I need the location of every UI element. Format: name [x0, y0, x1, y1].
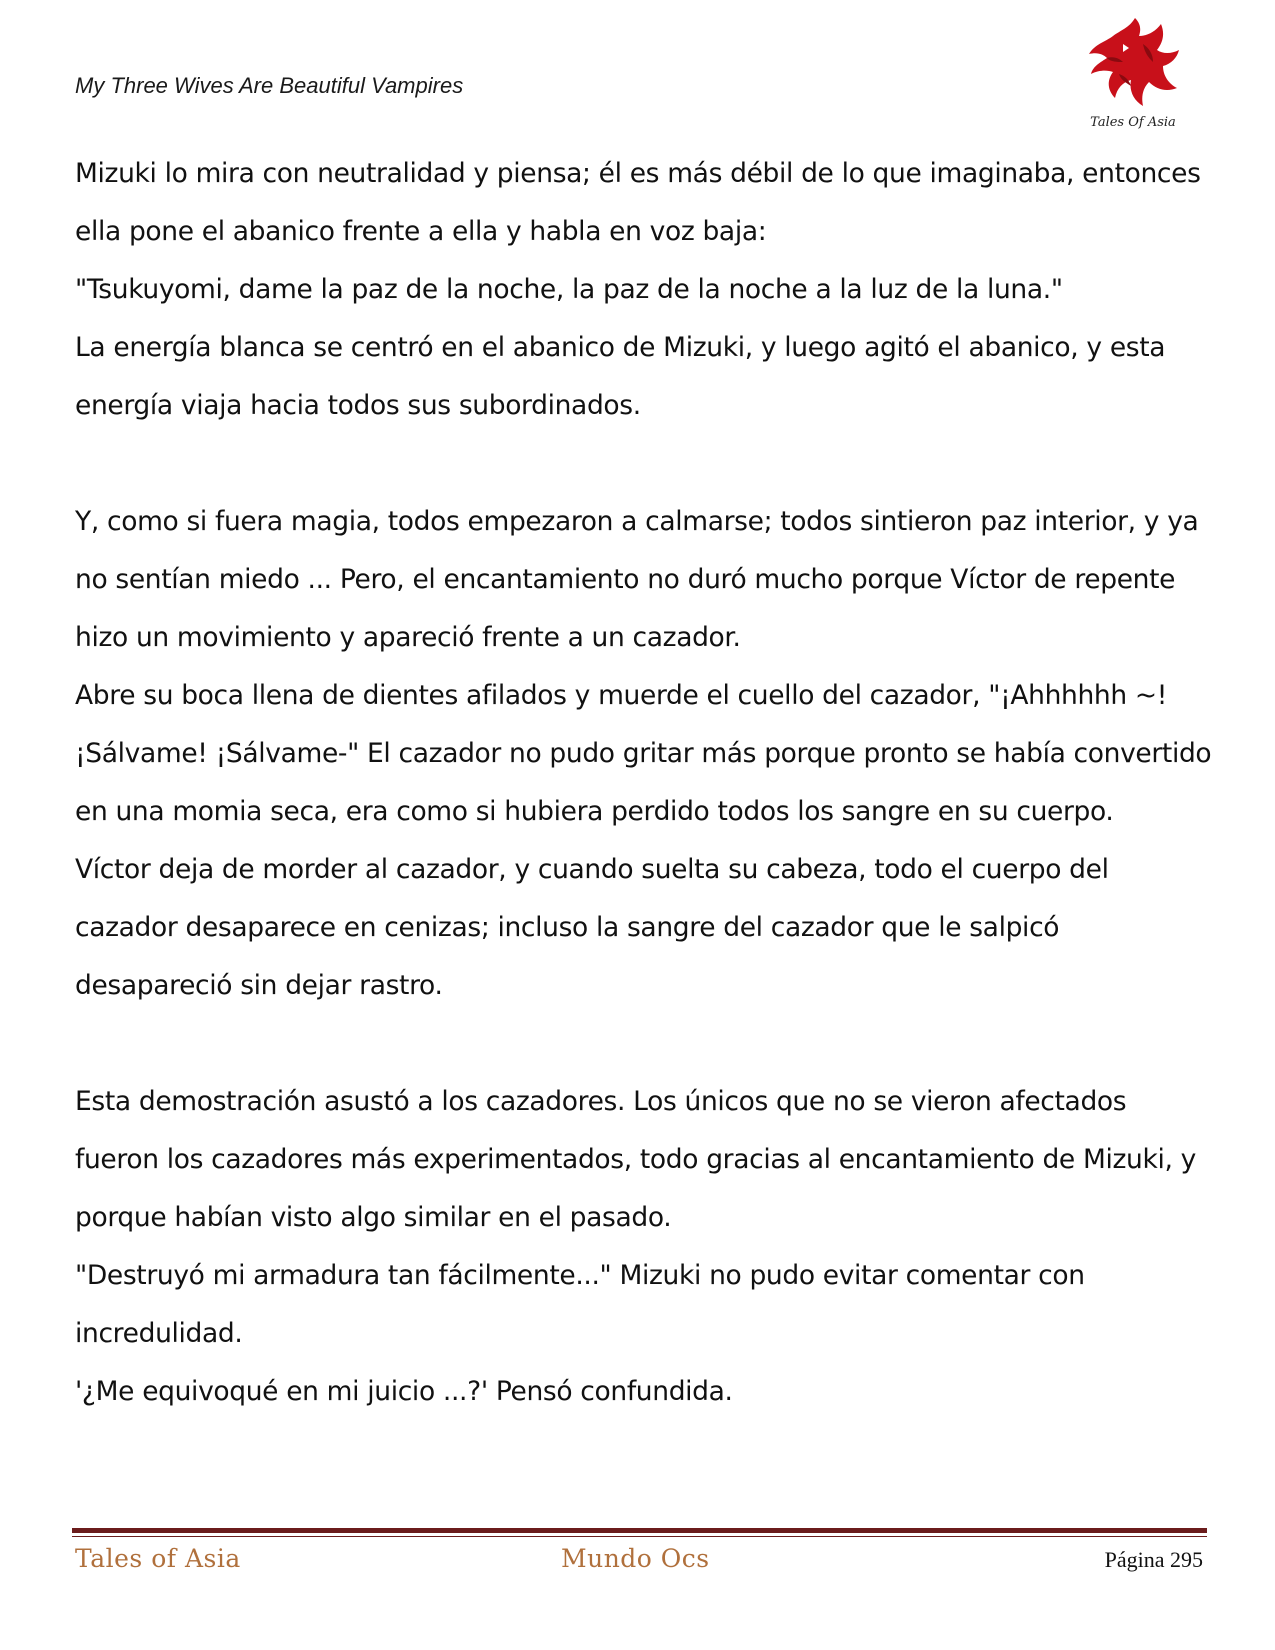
paragraph-gap	[75, 435, 1205, 493]
tales-of-asia-logo	[1083, 14, 1183, 136]
text-line: energía viaja hacia todos sus subordinados.	[75, 390, 641, 421]
body-text	[75, 145, 1212, 1421]
text-line: cazador desaparece en cenizas; incluso la sangre del cazador que le salpicó	[75, 912, 1060, 943]
logo-text: Tales Of Asia	[1090, 115, 1176, 130]
text-line: La energía blanca se centró en el abanico de Mizuki, y luego agitó el abanico, y esta	[75, 332, 1166, 363]
text-line: Víctor deja de morder al cazador, y cuando suelta su cabeza, todo el cuerpo del	[75, 854, 1109, 885]
text-line: Abre su boca llena de dientes afilados y muerde el cuello del cazador, "¡Ahhhhhh ~!	[75, 680, 1167, 711]
page-header-title: My Three Wives Are Beautiful Vampires	[75, 73, 464, 98]
red-dragon-icon	[1083, 14, 1183, 114]
text-line: fueron los cazadores más experimentados, todo gracias al encantamiento de Mizuki, y	[75, 1144, 1196, 1175]
paragraph-gap	[75, 1015, 1205, 1073]
footer-center-text: Mundo Ocs	[561, 1544, 710, 1573]
page-number: Página 295	[1104, 1547, 1203, 1572]
text-line: "Tsukuyomi, dame la paz de la noche, la paz de la noche a la luz de la luna."	[75, 274, 1063, 305]
footer-divider-thin	[72, 1536, 1207, 1537]
text-line: ella pone el abanico frente a ella y habla en voz baja:	[75, 216, 767, 247]
text-line: hizo un movimiento y apareció frente a un cazador.	[75, 622, 741, 653]
text-line: no sentían miedo ... Pero, el encantamiento no duró mucho porque Víctor de repente	[75, 564, 1176, 595]
text-line: porque habían visto algo similar en el pasado.	[75, 1202, 672, 1233]
text-line: ¡Sálvame! ¡Sálvame-" El cazador no pudo gritar más porque pronto se había convertido	[75, 738, 1212, 769]
text-line: incredulidad.	[75, 1318, 243, 1349]
text-line: Esta demostración asustó a los cazadores. Los únicos que no se vieron afectados	[75, 1086, 1127, 1117]
text-line: en una momia seca, era como si hubiera perdido todos los sangre en su cuerpo.	[75, 796, 1114, 827]
footer-brand: Tales of Asia	[75, 1544, 241, 1573]
text-line: "Destruyó mi armadura tan fácilmente..." Mizuki no pudo evitar comentar con	[75, 1260, 1085, 1291]
text-line: desapareció sin dejar rastro.	[75, 970, 443, 1001]
text-line: '¿Me equivoqué en mi juicio ...?' Pensó confundida.	[75, 1376, 733, 1407]
text-line: Y, como si fuera magia, todos empezaron a calmarse; todos sintieron paz interior, y ya	[75, 506, 1199, 537]
text-line: Mizuki lo mira con neutralidad y piensa; él es más débil de lo que imaginaba, entonces	[75, 158, 1201, 189]
footer-divider	[72, 1528, 1207, 1533]
